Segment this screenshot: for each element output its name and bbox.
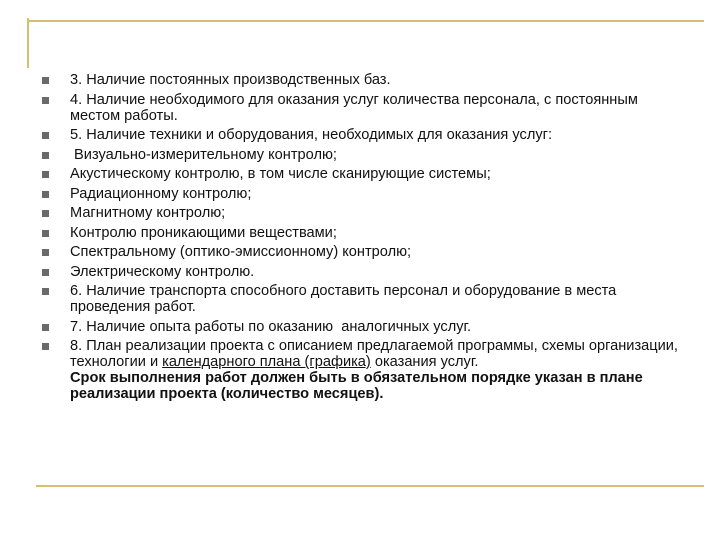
list-item bbox=[42, 166, 692, 182]
list-item-text: Спектральному (оптико-эмиссионному) контролю; bbox=[70, 244, 412, 260]
list-item bbox=[42, 147, 692, 163]
list-item bbox=[42, 92, 692, 124]
plan-text: 8. План реализации проекта с описанием предлагаемой программы, схемы организации, технологии и bbox=[70, 338, 678, 370]
list-item-text: Радиационному контролю; bbox=[70, 185, 252, 202]
bullet-icon bbox=[42, 249, 49, 256]
list-item-text: 7. Наличие опыта работы по оказанию аналогичных услуг. bbox=[70, 318, 472, 335]
top-decor-line bbox=[27, 20, 704, 22]
list-item-text: Акустическому контролю, в том числе сканирующие системы; bbox=[70, 166, 491, 182]
bullet-icon bbox=[42, 343, 49, 350]
list-item bbox=[42, 264, 692, 280]
list-item-text: 5. Наличие техники и оборудования, необходимых для оказания услуг: bbox=[70, 127, 553, 143]
list-item bbox=[42, 319, 692, 335]
bullet-icon bbox=[42, 324, 49, 331]
bullet-icon bbox=[42, 210, 49, 217]
list-item-text: Электрическому контролю. bbox=[70, 263, 255, 280]
bullet-icon bbox=[42, 77, 49, 84]
list-item bbox=[42, 72, 692, 88]
list-item bbox=[42, 283, 692, 315]
list-item-text: Магнитному контролю; bbox=[70, 205, 226, 221]
bullet-icon bbox=[42, 288, 49, 295]
list-item-text: Визуально-измерительному контролю; bbox=[70, 146, 337, 163]
bullet-icon bbox=[42, 269, 49, 276]
plan-text-end: оказания услуг. bbox=[370, 354, 479, 370]
list-item bbox=[42, 186, 692, 202]
bottom-decor-line bbox=[36, 485, 704, 487]
list-item bbox=[42, 225, 692, 241]
list-item bbox=[42, 205, 692, 221]
bullet-icon bbox=[42, 191, 49, 198]
left-decor-line bbox=[27, 18, 29, 68]
deadline-notice: Срок выполнения работ должен быть в обязательном порядке указан в плане реализации проекта (количество месяцев). bbox=[70, 370, 643, 402]
calendar-plan-text: календарного плана (графика) bbox=[162, 354, 371, 370]
bullet-icon bbox=[42, 97, 49, 104]
bullet-icon bbox=[42, 171, 49, 178]
bullet-icon bbox=[42, 230, 49, 237]
list-item bbox=[42, 127, 692, 143]
list-item bbox=[42, 244, 692, 260]
bullet-list bbox=[42, 72, 692, 406]
list-item-text: 3. Наличие постоянных производственных баз. bbox=[70, 72, 391, 88]
list-item-text: 4. Наличие необходимого для оказания услуг количества персонала, с постоянным местом работы. bbox=[70, 91, 638, 124]
bullet-icon bbox=[42, 132, 49, 139]
bullet-icon bbox=[42, 152, 49, 159]
list-item-text: 6. Наличие транспорта способного доставить персонал и оборудование в места проведения работ. bbox=[70, 283, 617, 315]
list-item-plan bbox=[42, 338, 692, 402]
list-item-text: Контролю проникающими веществами; bbox=[70, 224, 337, 241]
